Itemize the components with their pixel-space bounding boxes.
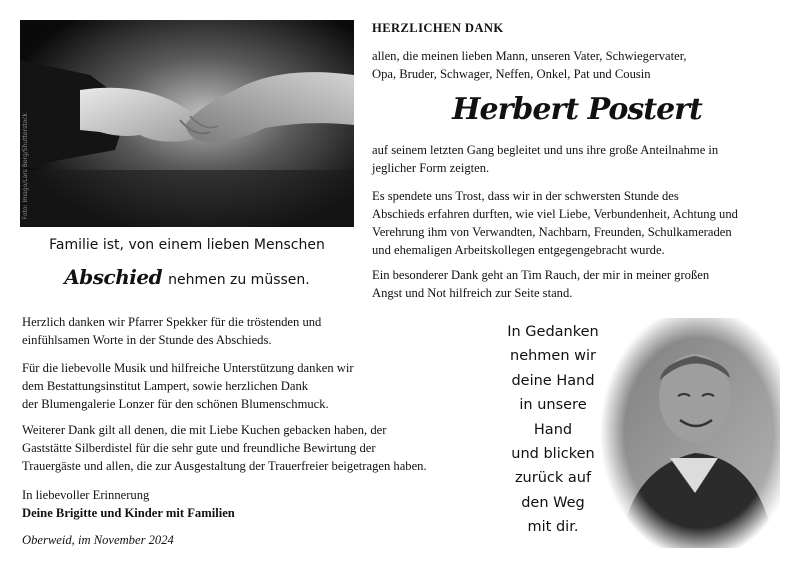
gang-paragraph: [372, 141, 782, 177]
weiter-line: Trauergäste und allen, die zur Ausgestaltung der Trauerfreier beigetragen haben.: [22, 459, 427, 473]
portrait-photo: [600, 318, 780, 548]
pfarrer-paragraph: [22, 313, 492, 349]
closing-line: In liebevoller Erinnerung: [22, 488, 150, 502]
photo-credit: Foto: Imago/Lars Berg/Shutterstock: [22, 112, 29, 219]
quote-line-2-rest: nehmen zu müssen.: [168, 272, 310, 288]
poem-line: den Weg: [521, 494, 585, 511]
poem-line: in unsere: [519, 397, 587, 414]
place-date: Oberweid, im November 2024: [22, 533, 174, 547]
portrait-graphic: [600, 318, 780, 548]
trost-paragraph: [372, 187, 782, 259]
poem-line: mit dir.: [527, 519, 579, 536]
heading-herzlichen-dank: HERZLICHEN DANK: [372, 21, 504, 35]
musik-line: der Blumengalerie Lonzer für den schönen Blumenschmuck.: [22, 397, 329, 411]
hands-photo-graphic: [20, 20, 354, 227]
signature: Deine Brigitte und Kinder mit Familien: [22, 506, 235, 520]
poem-line: In Gedanken: [507, 324, 599, 340]
musik-line: dem Bestattungsinstitut Lampert, sowie herzlichen Dank: [22, 379, 309, 393]
pfarrer-line: einfühlsamen Worte in der Stunde des Abschieds.: [22, 333, 272, 347]
weiter-paragraph: [22, 421, 492, 475]
quote-line-1: Familie ist, von einem lieben Menschen: [49, 237, 325, 253]
special-thanks-paragraph: [372, 266, 782, 302]
trost-line: Es spendete uns Trost, dass wir in der schwersten Stunde des: [372, 189, 679, 203]
gang-line: auf seinem letzten Gang begleitet und uns ihre große Anteilnahme in: [372, 143, 719, 157]
trost-line: Verehrung ihm von Verwandten, Nachbarn, Freunden, Schulkameraden: [372, 225, 732, 239]
intro-line: allen, die meinen lieben Mann, unseren Vater, Schwiegervater,: [372, 49, 687, 63]
quote-script-word: Abschied: [64, 265, 163, 289]
musik-paragraph: [22, 359, 492, 413]
poem-line: Hand: [533, 421, 573, 438]
poem-line: und blicken: [511, 446, 595, 463]
trost-line: Abschieds erfahren durften, wie viel Liebe, Verbundenheit, Achtung und: [372, 207, 738, 221]
poem-line: nehmen wir: [510, 348, 596, 365]
pfarrer-line: Herzlich danken wir Pfarrer Spekker für die tröstenden und: [22, 315, 322, 329]
weiter-line: Gaststätte Silberdistel für die sehr gute und freundliche Bewirtung der: [22, 441, 376, 455]
intro-paragraph: [372, 47, 782, 83]
trost-line: und ehemaligen Arbeitskollegen entgegengebracht wurde.: [372, 243, 665, 257]
hands-photo: [20, 20, 354, 227]
deceased-name: Herbert Postert: [452, 92, 702, 127]
poem: [490, 320, 616, 540]
poem-line: deine Hand: [511, 372, 595, 389]
poem-line: zurück auf: [514, 470, 592, 487]
quote-line-2: [20, 265, 354, 289]
special-thanks-line: Angst und Not hilfreich zur Seite stand.: [372, 286, 573, 300]
weiter-line: Weiterer Dank gilt all denen, die mit Liebe Kuchen gebacken haben, der: [22, 423, 387, 437]
intro-line: Opa, Bruder, Schwager, Neffen, Onkel, Pat und Cousin: [372, 67, 651, 81]
special-thanks-line: Ein besonderer Dank geht an Tim Rauch, der mir in meiner großen: [372, 268, 710, 282]
musik-line: Für die liebevolle Musik und hilfreiche Unterstützung danken wir: [22, 361, 354, 375]
closing-block: [22, 486, 492, 522]
gang-line: jeglicher Form zeigten.: [372, 161, 490, 175]
